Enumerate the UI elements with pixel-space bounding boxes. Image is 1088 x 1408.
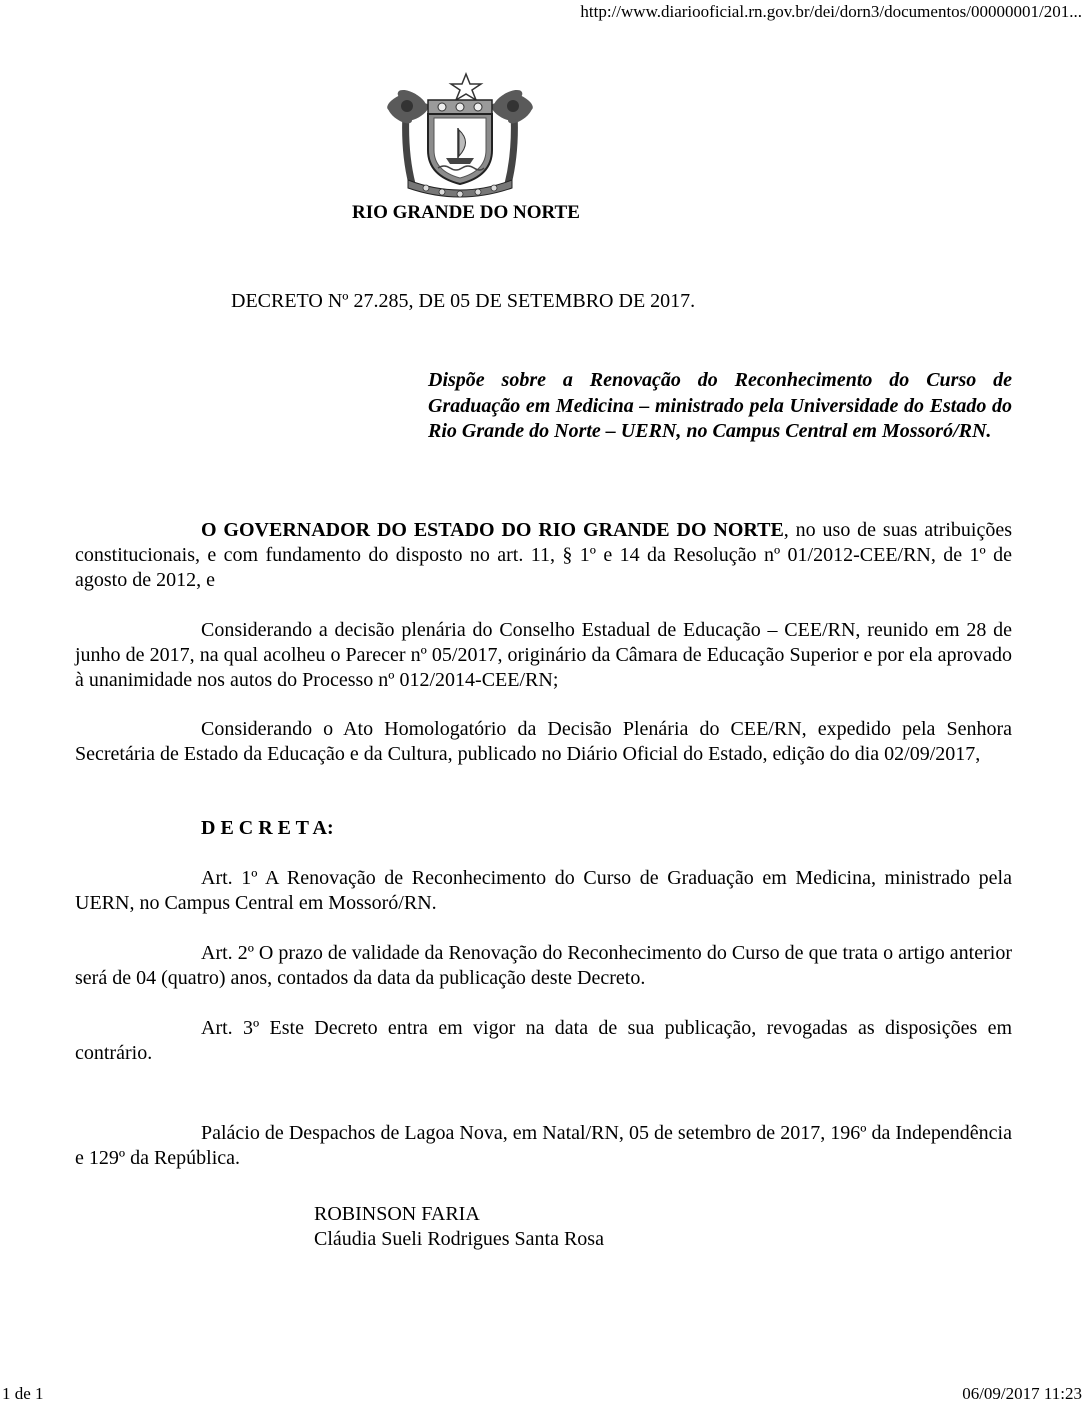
signatory-secretary: Cláudia Sueli Rodrigues Santa Rosa [314, 1228, 604, 1250]
preamble-subject: O GOVERNADOR DO ESTADO DO RIO GRANDE DO NORTE [201, 519, 784, 541]
article-3: Art. 3º Este Decreto entra em vigor na data de sua publicação, revogadas as disposições em contrário. [75, 1017, 1012, 1064]
state-coat-of-arms-icon [386, 72, 534, 198]
decree-summary: Dispõe sobre a Renovação do Reconhecimento do Curso de Graduação em Medicina – ministrado pela Universidade do Estado do Rio Grande do Norte – UERN, no Campus Central em Mossoró/RN. [428, 369, 1012, 442]
state-name-heading: RIO GRANDE DO NORTE [352, 202, 580, 223]
preamble-paragraph [75, 518, 1012, 593]
considerando-paragraph-1: Considerando a decisão plenária do Conselho Estadual de Educação – CEE/RN, reunido em 28 de junho de 2017, na qual acolheu o Parecer nº 05/2017, originário da Câmara de Educação Superior e por ela aprovado à unanimidade nos autos do Processo nº 012/2014-CEE/RN; [75, 619, 1012, 691]
signatory-governor: ROBINSON FARIA [314, 1203, 480, 1225]
article-2: Art. 2º O prazo de validade da Renovação do Reconhecimento do Curso de que trata o artigo anterior será de 04 (quatro) anos, contados da data da publicação deste Decreto. [75, 942, 1012, 989]
print-timestamp: 06/09/2017 11:23 [962, 1384, 1082, 1403]
preamble-text: , no uso de suas atribuições constitucionais, e com fundamento do disposto no art. 11, § 1º e 14 da Resolução nº 01/2012-CEE/RN, de 1º de agosto de 2012, e [75, 519, 1012, 591]
decreta-heading: D E C R E T A: [201, 817, 334, 839]
article-1: Art. 1º A Renovação de Reconhecimento do Curso de Graduação em Medicina, ministrado pela UERN, no Campus Central em Mossoró/RN. [75, 867, 1012, 914]
page-counter: 1 de 1 [2, 1384, 44, 1403]
source-url: http://www.diariooficial.rn.gov.br/dei/dorn3/documentos/00000001/201... [580, 2, 1082, 21]
considerando-paragraph-2: Considerando o Ato Homologatório da Decisão Plenária do CEE/RN, expedido pela Senhora Secretária de Estado da Educação e da Cultura, publicado no Diário Oficial do Estado, edição do dia 02/09/2017, [75, 718, 1012, 765]
decree-title: DECRETO Nº 27.285, DE 05 DE SETEMBRO DE 2017. [231, 290, 696, 312]
closing-paragraph: Palácio de Despachos de Lagoa Nova, em Natal/RN, 05 de setembro de 2017, 196º da Independência e 129º da República. [75, 1122, 1012, 1169]
